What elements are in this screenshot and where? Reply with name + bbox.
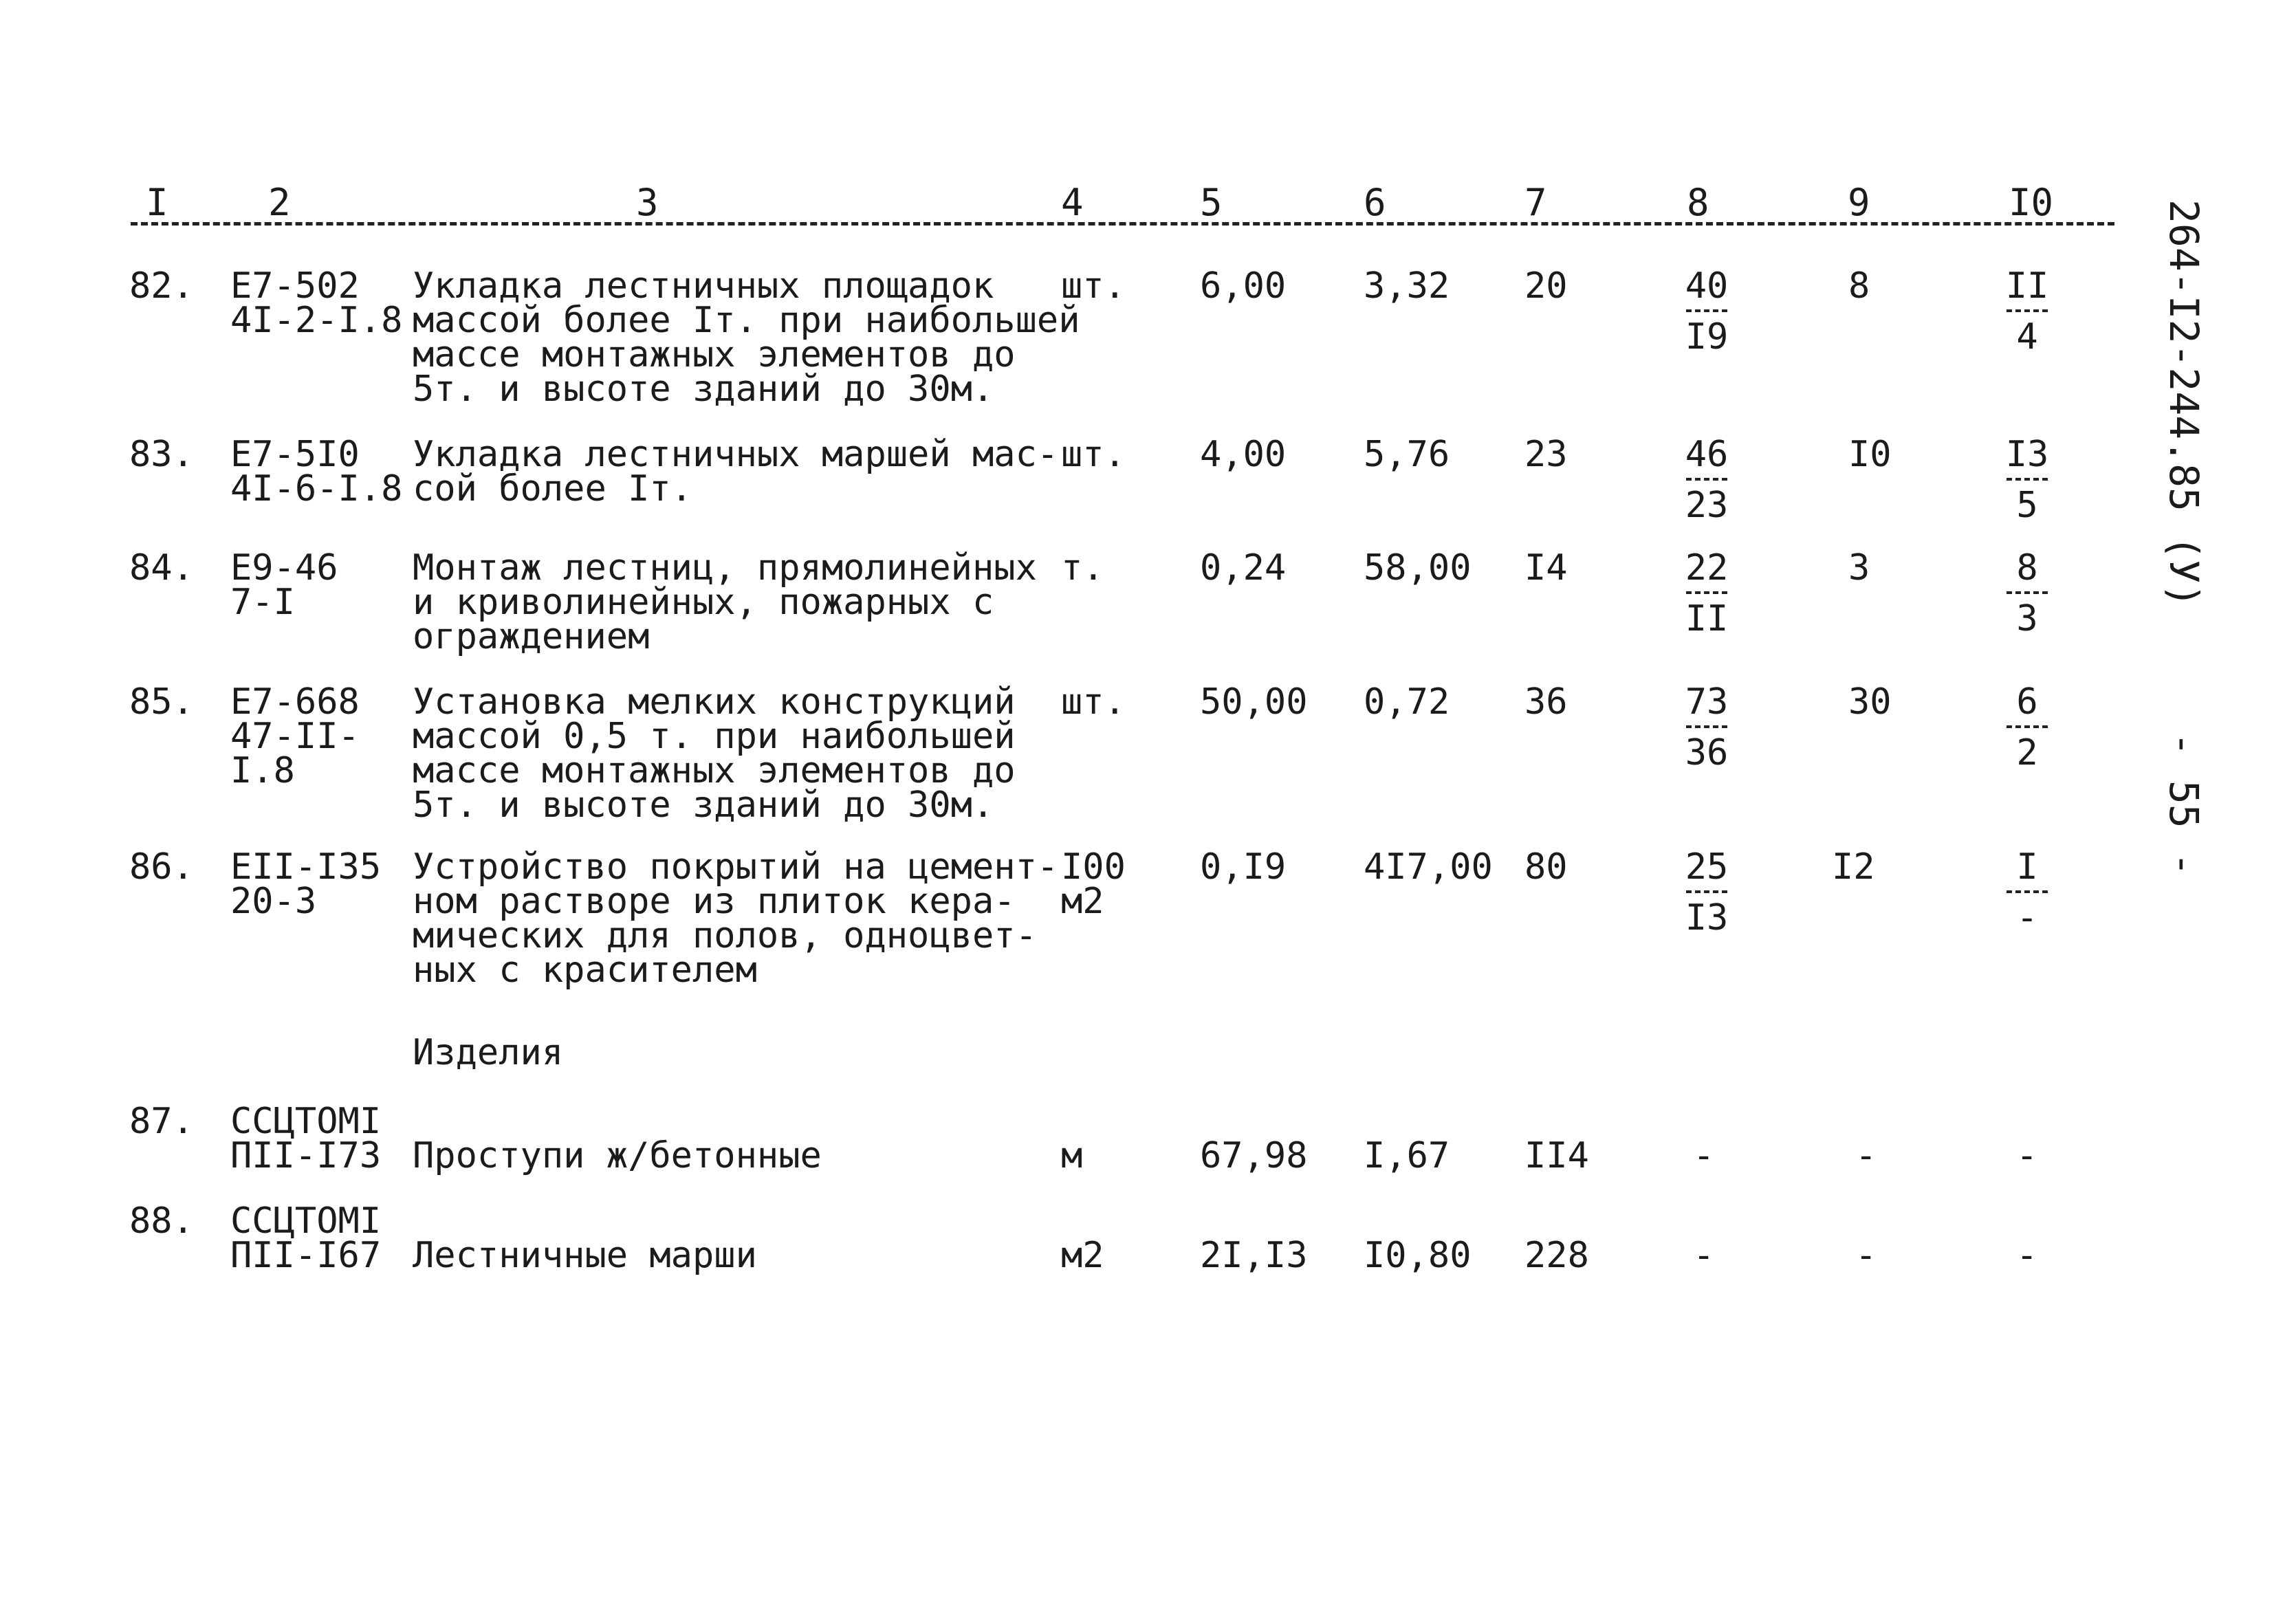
row-col6: 58,00 — [1364, 547, 1472, 589]
column-header-5: 5 — [1200, 181, 1223, 224]
row-code-line: ПII-I67 — [230, 1235, 382, 1276]
row-description-line: Устройство покрытий на цемент- — [413, 846, 1059, 888]
column-header-9: 9 — [1848, 181, 1870, 224]
row-col5: 4,00 — [1200, 434, 1287, 475]
row-col7: II4 — [1524, 1135, 1589, 1176]
row-description-line: 5т. и высоте зданий до 30м. — [413, 784, 994, 826]
row-code-line: 47-II- — [230, 716, 360, 757]
row-col8: - — [1693, 1135, 1715, 1176]
row-col10-fraction: II 4 — [2005, 265, 2049, 358]
column-header-1: I — [146, 181, 168, 224]
row-code-line: Е7-502 — [230, 265, 360, 307]
row-col5: 2I,I3 — [1200, 1235, 1308, 1276]
row-col10-fraction: I - — [1986, 849, 2068, 936]
row-col6: 4I7,00 — [1364, 846, 1493, 888]
column-header-7: 7 — [1524, 181, 1547, 224]
row-code-line: 4I-2-I.8 — [230, 300, 403, 341]
row-col10: - — [2016, 1135, 2038, 1176]
row-col8: - — [1693, 1235, 1715, 1276]
row-col9: - — [1855, 1135, 1877, 1176]
row-unit: м2 — [1061, 1235, 1104, 1276]
row-description-line: Укладка лестничных маршей мас- — [413, 434, 1059, 475]
row-number: 88. — [129, 1200, 194, 1242]
column-header-2: 2 — [268, 181, 291, 224]
column-header-10: I0 — [2009, 181, 2054, 224]
header-rule — [131, 222, 2114, 226]
row-col7: 20 — [1524, 265, 1568, 307]
row-col5: 50,00 — [1200, 681, 1308, 723]
row-description-line: ных с красителем — [413, 950, 757, 991]
row-col6: 5,76 — [1364, 434, 1450, 475]
row-col7: 80 — [1524, 846, 1568, 888]
row-number: 83. — [129, 434, 194, 475]
column-header-6: 6 — [1364, 181, 1386, 224]
row-description-line: массе монтажных элементов до — [413, 750, 1016, 791]
row-col7: 228 — [1524, 1235, 1589, 1276]
page-number: - 55 - — [2161, 732, 2207, 877]
row-description-line: Укладка лестничных площадок — [413, 265, 994, 307]
row-description: Лестничные марши — [413, 1235, 757, 1276]
row-col10-fraction: I3 5 — [2005, 434, 2049, 526]
row-description-line: Установка мелких конструкций — [413, 681, 1016, 723]
row-code-line: Е7-5I0 — [230, 434, 360, 475]
row-code-line: Е7-668 — [230, 681, 360, 723]
row-col5: 0,I9 — [1200, 846, 1287, 888]
row-col7: I4 — [1524, 547, 1568, 589]
row-unit: м2 — [1061, 881, 1104, 922]
row-description-line: мических для полов, одноцвет- — [413, 915, 1037, 956]
row-col9: - — [1855, 1235, 1877, 1276]
row-col8-fraction: 46 23 — [1685, 434, 1729, 526]
row-code-line: ЕII-I35 — [230, 846, 382, 888]
row-description-line: массе монтажных элементов до — [413, 334, 1016, 375]
row-col6: I,67 — [1364, 1135, 1450, 1176]
row-col5: 67,98 — [1200, 1135, 1308, 1176]
row-description-line: ном растворе из плиток кера- — [413, 881, 1016, 922]
row-col9: 30 — [1848, 681, 1892, 723]
row-description: Проступи ж/бетонные — [413, 1135, 822, 1176]
row-number: 82. — [129, 265, 194, 307]
row-col7: 23 — [1524, 434, 1568, 475]
row-col9: 8 — [1848, 265, 1870, 307]
row-col6: 3,32 — [1364, 265, 1450, 307]
row-code-line: ССЦТОМI — [230, 1200, 382, 1242]
row-col10-fraction: 6 2 — [1986, 684, 2068, 771]
row-number: 85. — [129, 681, 194, 723]
row-col8-fraction: 40 I9 — [1685, 265, 1729, 358]
row-unit: шт. — [1061, 265, 1126, 307]
row-code-line: 4I-6-I.8 — [230, 468, 403, 509]
row-col5: 0,24 — [1200, 547, 1287, 589]
row-number: 86. — [129, 846, 194, 888]
column-header-3: 3 — [636, 181, 659, 224]
row-number: 87. — [129, 1101, 194, 1142]
row-col9: I0 — [1848, 434, 1892, 475]
row-unit: шт. — [1061, 681, 1126, 723]
row-code-line: Е9-46 — [230, 547, 338, 589]
section-title: Изделия — [413, 1032, 564, 1073]
row-col10: - — [2016, 1235, 2038, 1276]
row-col9: 3 — [1848, 547, 1870, 589]
row-description-line: 5т. и высоте зданий до 30м. — [413, 369, 994, 410]
column-header-4: 4 — [1061, 181, 1084, 224]
row-description-line: сой более Iт. — [413, 468, 692, 509]
row-code-line: ССЦТОМI — [230, 1101, 382, 1142]
row-col10-fraction: 8 3 — [1986, 550, 2068, 637]
document-code: 264-I2-244.85 (У) — [2161, 199, 2207, 608]
row-col6: 0,72 — [1364, 681, 1450, 723]
row-unit: I00 — [1061, 846, 1126, 888]
row-col7: 36 — [1524, 681, 1568, 723]
row-col8-fraction: 73 36 — [1685, 681, 1729, 773]
row-col6: I0,80 — [1364, 1235, 1472, 1276]
row-col5: 6,00 — [1200, 265, 1287, 307]
column-header-8: 8 — [1687, 181, 1709, 224]
row-code-line: 7-I — [230, 582, 295, 623]
row-code-line: I.8 — [230, 750, 295, 791]
row-col9: I2 — [1832, 846, 1875, 888]
row-unit: т. — [1061, 547, 1104, 589]
row-description-line: и криволинейных, пожарных с — [413, 582, 994, 623]
row-description-line: массой более Iт. при наибольшей — [413, 300, 1080, 341]
row-description-line: ограждением — [413, 616, 650, 657]
row-code-line: 20-3 — [230, 881, 317, 922]
row-code-line: ПII-I73 — [230, 1135, 382, 1176]
row-unit: шт. — [1061, 434, 1126, 475]
row-description-line: Монтаж лестниц, прямолинейных — [413, 547, 1037, 589]
row-unit: м — [1061, 1135, 1083, 1176]
row-col8-fraction: 22 II — [1685, 547, 1729, 639]
row-description-line: массой 0,5 т. при наибольшей — [413, 716, 1016, 757]
row-number: 84. — [129, 547, 194, 589]
row-col8-fraction: 25 I3 — [1685, 846, 1729, 939]
